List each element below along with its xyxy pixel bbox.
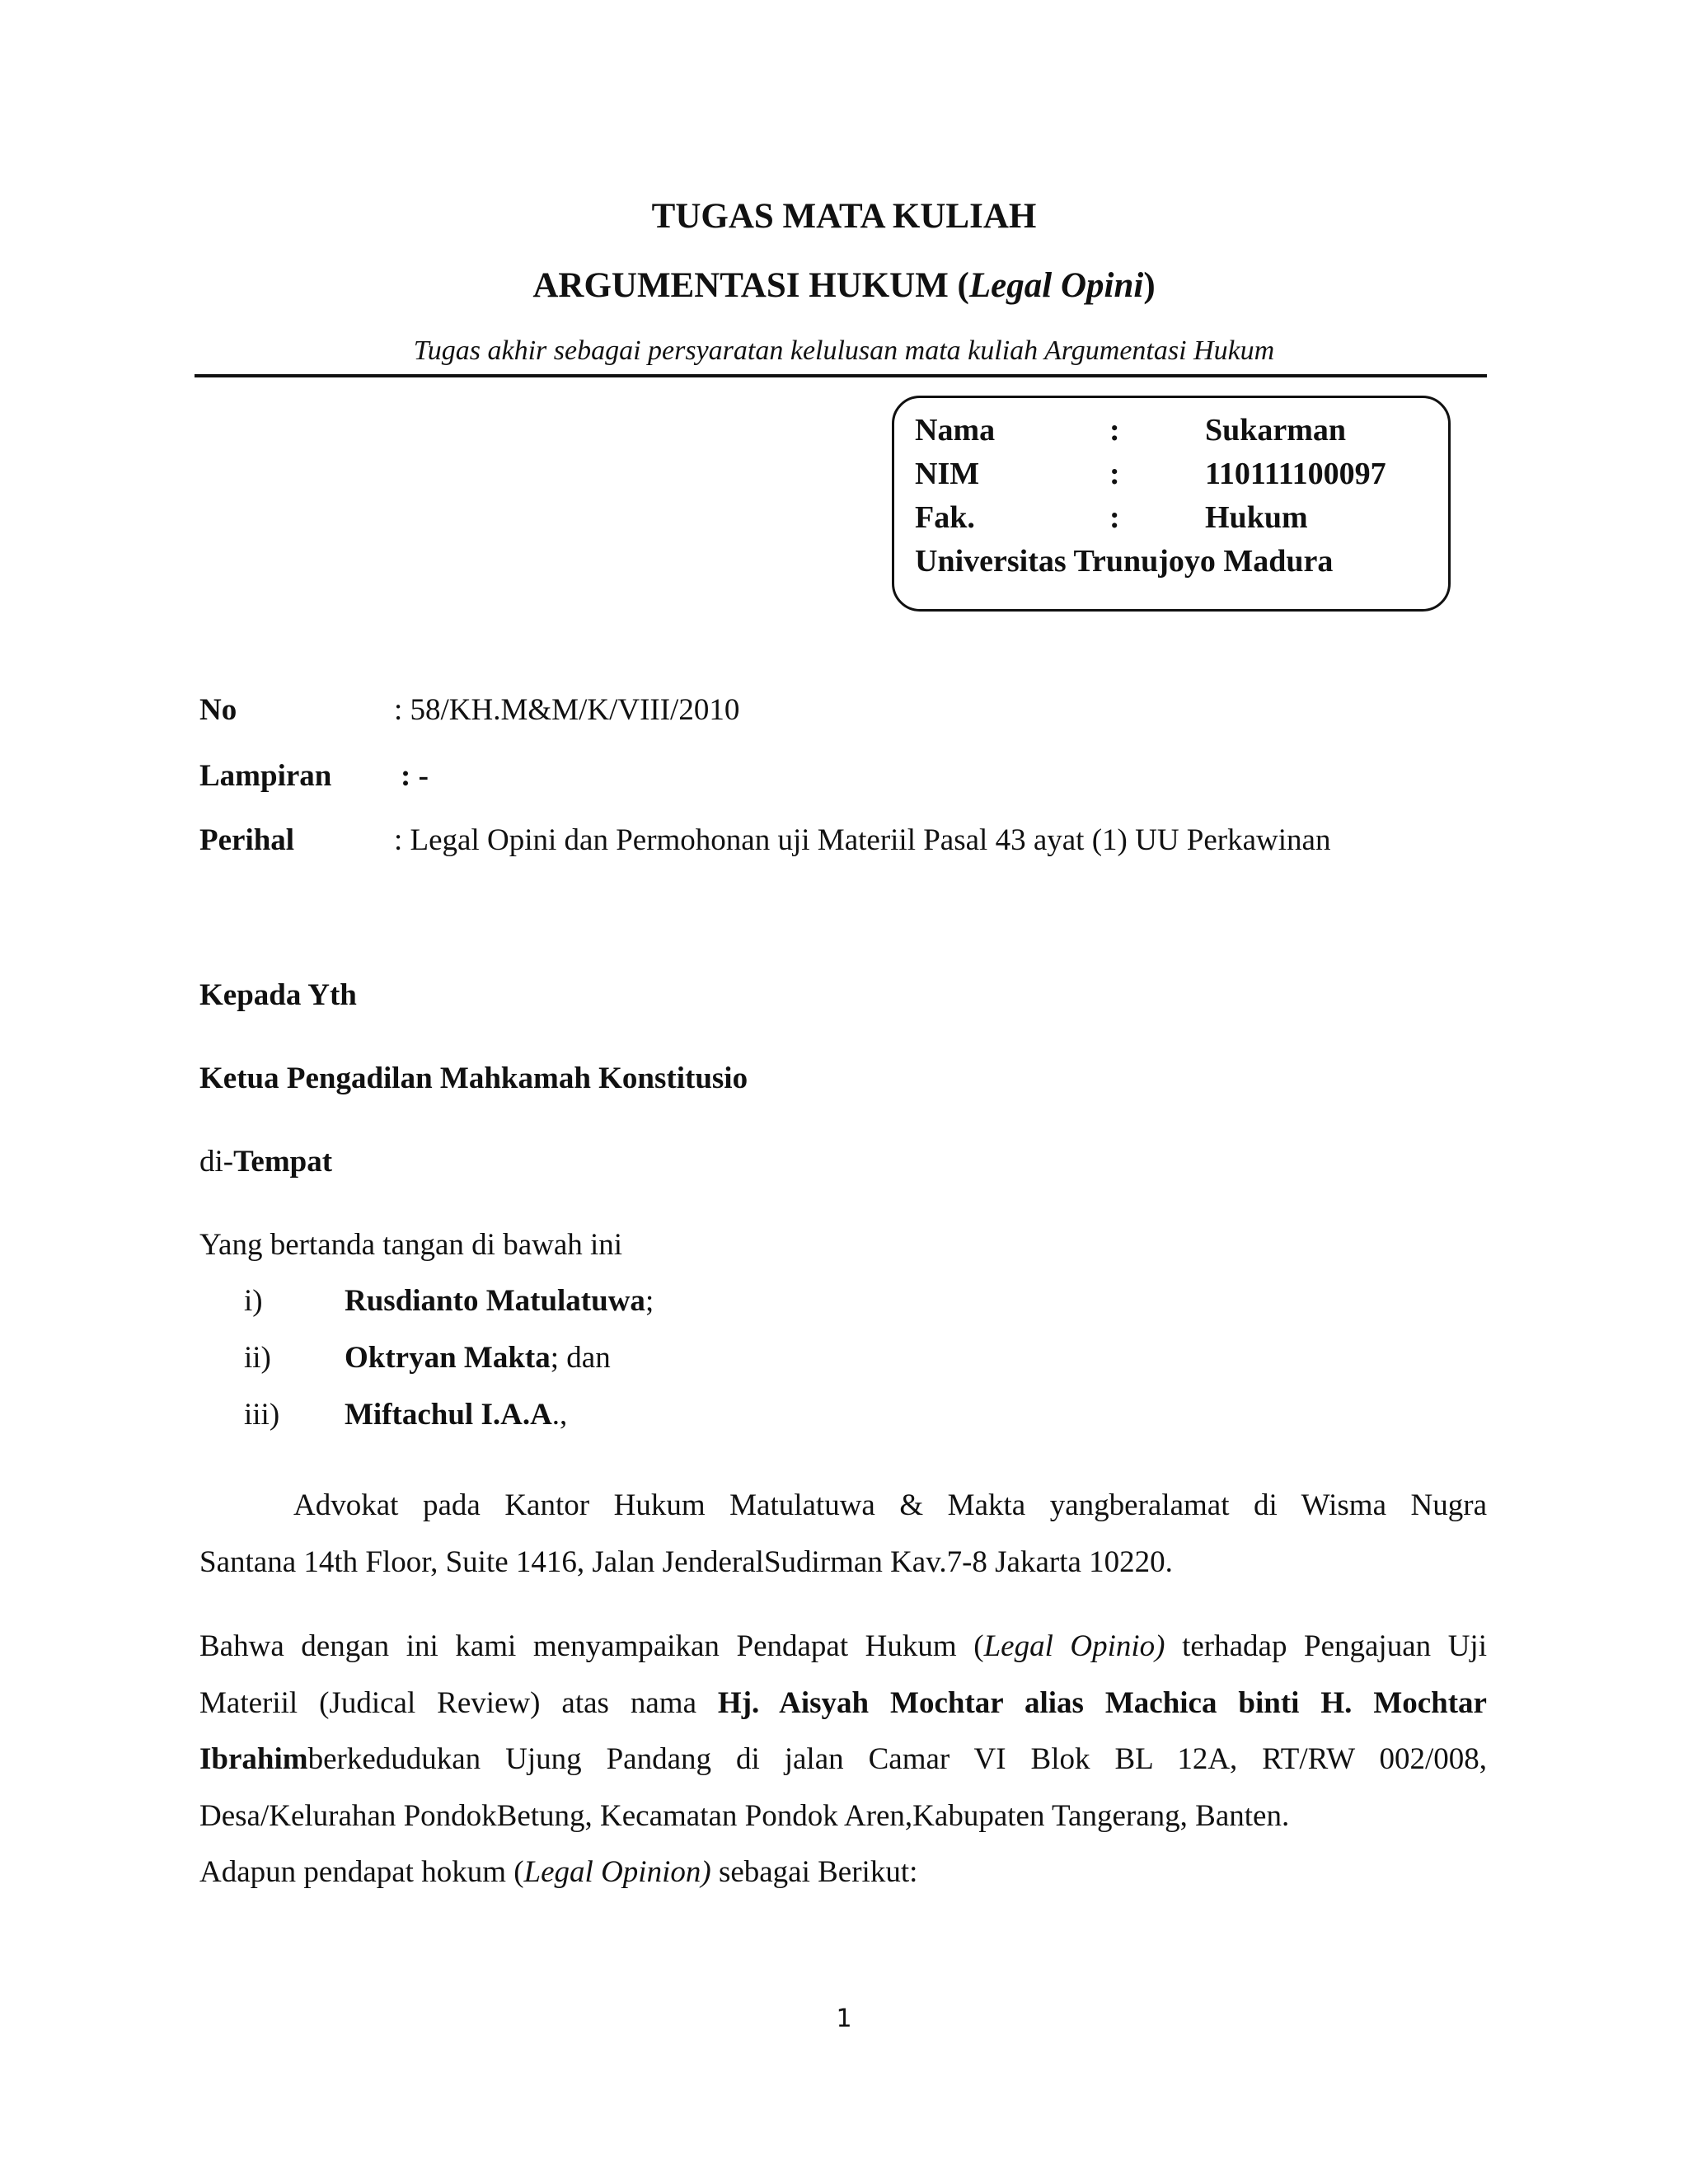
page-number: 1 bbox=[836, 2004, 852, 2033]
perihal-label: Perihal bbox=[199, 823, 295, 857]
opinion-text: Bahwa dengan ini kami menyampaikan Pendapat Hukum ( bbox=[199, 1629, 984, 1663]
subject-title-end: ) bbox=[1143, 266, 1156, 305]
recipient-location-bold: Tempat bbox=[233, 1145, 333, 1179]
signatory-name: Rusdianto Matulatuwa bbox=[345, 1284, 645, 1318]
paragraph-opinion-line bbox=[199, 1629, 1487, 1664]
faculty-value: Hukum bbox=[1205, 500, 1308, 535]
signatory-name: Oktryan Makta bbox=[345, 1341, 551, 1375]
client-name: Ibrahim bbox=[199, 1742, 308, 1776]
lampiran-value: : - bbox=[401, 759, 429, 793]
header-divider bbox=[195, 374, 1487, 377]
name-value: Sukarman bbox=[1205, 413, 1347, 448]
recipient-salutation: Kepada Yth bbox=[199, 978, 357, 1012]
name-separator: : bbox=[1109, 413, 1120, 448]
document-title: TUGAS MATA KULIAH bbox=[651, 197, 1037, 236]
faculty-label: Fak. bbox=[915, 500, 975, 535]
document-subject-title bbox=[0, 265, 1688, 306]
nim-value: 110111100097 bbox=[1205, 457, 1386, 491]
signatory-suffix: ; dan bbox=[550, 1341, 611, 1375]
signatories-intro: Yang bertanda tangan di bawah ini bbox=[199, 1228, 623, 1262]
nim-separator: : bbox=[1109, 457, 1120, 491]
client-name: Hj. Aisyah Mochtar alias Machica binti H. Mochtar bbox=[717, 1686, 1487, 1720]
signatory-item bbox=[345, 1340, 611, 1376]
subject-title-main: ARGUMENTASI HUKUM ( bbox=[532, 266, 969, 305]
signatory-item bbox=[345, 1397, 567, 1432]
opinion-text: terhadap Pengajuan Uji bbox=[1165, 1629, 1487, 1663]
no-value: : 58/KH.M&M/K/VIII/2010 bbox=[394, 693, 740, 727]
signatory-number: ii) bbox=[244, 1341, 271, 1375]
signatory-item bbox=[345, 1283, 654, 1319]
name-label: Nama bbox=[915, 413, 996, 448]
signatory-number: iii) bbox=[244, 1398, 280, 1432]
opinion-text-italic: Legal Opinion) bbox=[523, 1855, 711, 1889]
signatory-suffix: ., bbox=[551, 1398, 568, 1432]
opinion-text: sebagai Berikut: bbox=[710, 1855, 918, 1889]
opinion-text: Materiil (Judical Review) atas nama bbox=[199, 1686, 718, 1720]
lampiran-label: Lampiran bbox=[199, 759, 332, 793]
paragraph-opinion-line: Desa/Kelurahan PondokBetung, Kecamatan Pondok Aren,Kabupaten Tangerang, Banten. bbox=[199, 1799, 1290, 1833]
opinion-text-italic: Legal Opinio) bbox=[983, 1629, 1165, 1663]
paragraph-opinion-line bbox=[199, 1854, 917, 1890]
university-name: Universitas Trunujoyo Madura bbox=[915, 544, 1334, 579]
paragraph-opinion-line bbox=[199, 1685, 1487, 1721]
signatory-number: i) bbox=[244, 1284, 263, 1318]
recipient-location bbox=[199, 1144, 332, 1179]
paragraph-advokat-line: Santana 14th Floor, Suite 1416, Jalan JenderalSudirman Kav.7-8 Jakarta 10220. bbox=[199, 1545, 1173, 1579]
paragraph-advokat-line: Advokat pada Kantor Hukum Matulatuwa & Makta yangberalamat di Wisma Nugra bbox=[293, 1488, 1487, 1522]
recipient-name: Ketua Pengadilan Mahkamah Konstitusio bbox=[199, 1062, 748, 1095]
opinion-text: Adapun pendapat hokum ( bbox=[199, 1855, 524, 1889]
document-subtitle: Tugas akhir sebagai persyaratan kelulusan mata kuliah Argumentasi Hukum bbox=[413, 335, 1275, 366]
opinion-text: berkedudukan Ujung Pandang di jalan Camar VI Blok BL 12A, RT/RW 002/008, bbox=[307, 1742, 1487, 1776]
signatory-name: Miftachul I.A.A bbox=[345, 1398, 552, 1432]
recipient-location-prefix: di- bbox=[199, 1145, 234, 1179]
paragraph-opinion-line bbox=[199, 1741, 1487, 1777]
nim-label: NIM bbox=[915, 457, 980, 491]
signatory-suffix: ; bbox=[645, 1284, 654, 1318]
subject-title-italic: Legal Opini bbox=[968, 266, 1144, 305]
perihal-value: : Legal Opini dan Permohonan uji Materiil Pasal 43 ayat (1) UU Perkawinan bbox=[394, 823, 1331, 857]
faculty-separator: : bbox=[1109, 500, 1120, 535]
no-label: No bbox=[199, 693, 237, 727]
